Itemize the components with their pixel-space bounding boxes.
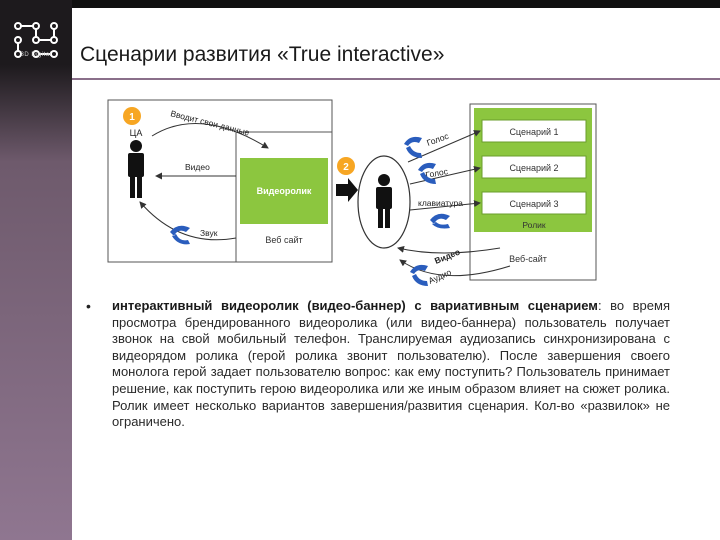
user-icon-left [128, 140, 144, 198]
description-paragraph [112, 298, 670, 431]
website-label-left: Веб сайт [265, 235, 303, 245]
sidebar [0, 0, 72, 540]
brand-logo-text: 3D Digital [20, 52, 52, 58]
step2-number: 2 [343, 162, 349, 173]
audio-label: Аудио [426, 266, 453, 286]
phone-icon-right-1 [404, 137, 422, 158]
videoclip-label: Видеоролик [256, 186, 312, 196]
next-step-arrow-icon [336, 178, 358, 202]
top-bar [0, 0, 720, 8]
video-label: Видео [185, 162, 210, 172]
voice-label-2: Голос [424, 166, 449, 180]
video-label-2: Видео [433, 246, 462, 266]
step1-number: 1 [129, 112, 135, 123]
bullet-icon: • [86, 298, 91, 314]
description-lead: интерактивный видеоролик (видео-баннер) с вариативным сценарием [112, 298, 598, 313]
voice-label-1: Голос [425, 130, 450, 148]
title-divider [72, 78, 720, 80]
sound-label: Звук [200, 228, 218, 238]
website-label-right: Веб-сайт [509, 254, 547, 264]
enter-data-label: Вводит свои данные [169, 108, 251, 138]
sound-arrow [140, 202, 236, 240]
scenario-2-label: Сценарий 2 [509, 163, 559, 173]
scenario-3-label: Сценарий 3 [509, 199, 559, 209]
keyboard-label: клавиатура [418, 198, 463, 208]
description-text: во время просмотра брендированного видеоролика (или видео-баннера) пользователь получает звонок на свой мобильный телефон. Транслируемая аудиозапись синхронизирована с видеорядом ролика (герой ролика звонит пользователю). После завершения своего монолога герой задает пользователю вопрос: как ему поступить? Пользователь принимает решение, как поступить герою видеоролика или же иным образом влияет на сюжет ролика. Ролик имеет несколько вариантов завершения/развития сценария. Кол-во «развилок» не ограничено. [112, 298, 670, 430]
clip-label: Ролик [522, 220, 546, 230]
description-colon: : [597, 298, 602, 313]
phone-icon-right-3 [430, 214, 450, 229]
scenario-1-label: Сценарий 1 [509, 127, 559, 137]
phone-icon-right-4 [410, 265, 428, 286]
audience-label: ЦА [129, 128, 143, 138]
page-title: Сценарии развития «True interactive» [80, 43, 445, 66]
scenario-diagram [100, 98, 620, 290]
